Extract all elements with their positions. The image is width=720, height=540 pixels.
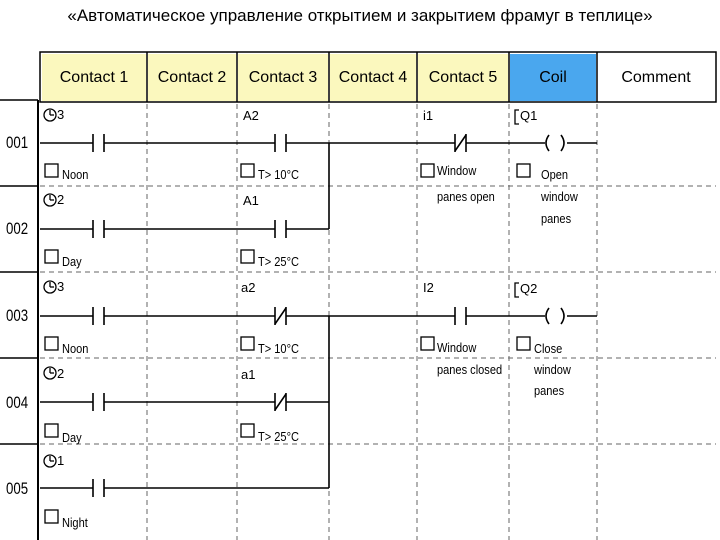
r3-c5-top: I2 bbox=[423, 280, 434, 295]
r1-c5-bottom-2: panes open bbox=[437, 189, 495, 204]
clock-icon bbox=[44, 109, 56, 467]
r2-c1-top: 2 bbox=[57, 192, 65, 207]
r3-coil-bottom-3: panes bbox=[534, 383, 565, 398]
r3-c3-bottom: T> 10°C bbox=[258, 341, 299, 356]
header-coil: Coil bbox=[510, 54, 596, 101]
header-comment: Comment bbox=[598, 54, 714, 101]
r1-c3-bottom: T> 10°C bbox=[258, 167, 299, 182]
header-contact-5: Contact 5 bbox=[418, 54, 508, 101]
r3-coil-bottom-1: Close bbox=[534, 341, 563, 356]
r5-c1-bottom: Night bbox=[62, 515, 88, 530]
row-number-003: 003 bbox=[6, 306, 29, 325]
r1-c5-top: i1 bbox=[423, 108, 434, 123]
r4-c1-bottom: Day bbox=[62, 430, 82, 445]
header-contact-3: Contact 3 bbox=[238, 54, 328, 101]
header-contact-4: Contact 4 bbox=[330, 54, 416, 101]
r1-c1-top: 3 bbox=[57, 107, 65, 122]
r4-c1-top: 2 bbox=[57, 366, 65, 381]
r1-coil-bottom-3: panes bbox=[541, 211, 572, 226]
r2-c3-top: A1 bbox=[243, 193, 259, 208]
r3-c5-bottom-1: Window bbox=[437, 340, 477, 355]
r5-c1-top: 1 bbox=[57, 453, 65, 468]
row-number-001: 001 bbox=[6, 133, 29, 152]
r4-c3-top: a1 bbox=[241, 367, 256, 382]
page-title: «Автоматическое управление открытием и закрытием фрамуг в теплице» bbox=[67, 6, 653, 25]
row-number-002: 002 bbox=[6, 219, 29, 238]
r1-coil-top: Q1 bbox=[520, 108, 538, 123]
row-number-005: 005 bbox=[6, 479, 29, 498]
r3-coil-bottom-2: window bbox=[534, 362, 571, 377]
r3-c1-top: 3 bbox=[57, 279, 65, 294]
r1-c3-top: A2 bbox=[243, 108, 259, 123]
r2-c1-bottom: Day bbox=[62, 254, 82, 269]
header-contact-1: Contact 1 bbox=[42, 54, 146, 101]
header-contact-2: Contact 2 bbox=[148, 54, 236, 101]
r1-c1-bottom: Noon bbox=[62, 167, 89, 182]
r1-coil-bottom-1: Open bbox=[541, 167, 569, 182]
r2-c3-bottom: T> 25°C bbox=[258, 254, 299, 269]
r3-c3-top: a2 bbox=[241, 280, 256, 295]
r1-c5-bottom-1: Window bbox=[437, 163, 477, 178]
r3-coil-top: Q2 bbox=[520, 281, 538, 296]
r3-c5-bottom-2: panes closed bbox=[437, 362, 503, 377]
row-number-004: 004 bbox=[6, 393, 29, 412]
r4-c3-bottom: T> 25°C bbox=[258, 429, 299, 444]
r1-coil-bottom-2: window bbox=[541, 189, 578, 204]
r3-c1-bottom: Noon bbox=[62, 341, 89, 356]
